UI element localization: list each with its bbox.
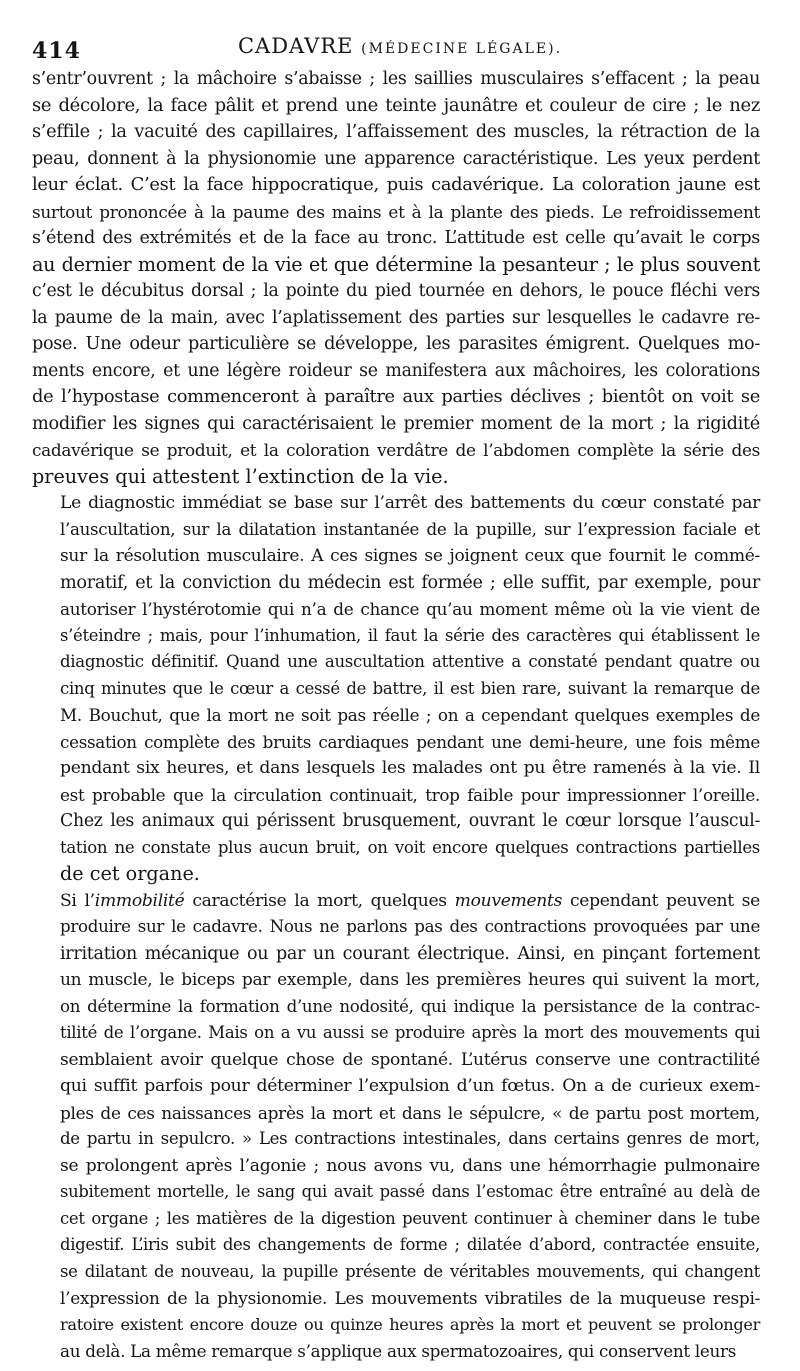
text-line: au dernier moment de la vie et que détermine la pesanteur ; le plus souvent <box>32 252 760 276</box>
text-line: preuves qui attestent l’extinction de la vie. <box>32 464 449 488</box>
running-head-title: CADAVRE <box>237 34 354 58</box>
text-line: tilité de l’organe. Mais on a vu aussi se produire après la mort des mouvements qui <box>60 1023 760 1042</box>
text-line: sur la résolution musculaire. A ces signes se joignent ceux que fournit le commé- <box>60 546 760 566</box>
text-line: digestif. L’iris subit des changements de forme ; dilatée d’abord, contractée ensuite, <box>60 1235 760 1254</box>
text-line: irritation mécanique ou par un courant électrique. Ainsi, en pinçant fortement <box>60 943 760 964</box>
text-line: se dilatant de nouveau, la pupille présente de véritables mouvements, qui changent <box>60 1261 760 1281</box>
text-line: cessation complète des bruits cardiaques pendant une demi-heure, une fois même <box>60 731 760 752</box>
text-line: de partu in sepulcro. » Les contractions intestinales, dans certains genres de mort, <box>60 1129 760 1148</box>
paragraph <box>32 888 760 1365</box>
text-line: qui suffit parfois pour déterminer l’expulsion d’un fœtus. On a de curieux exem- <box>60 1076 760 1096</box>
text-line: s’étend des extrémités et de la face au tronc. L’attitude est celle qu’avait le corps <box>32 228 760 248</box>
page-number: 414 <box>32 38 81 64</box>
text-line: Si l’immobilité caractérise la mort, quelques mouvements cependant peuvent se <box>60 890 760 911</box>
text-line: cinq minutes que le cœur a cessé de battre, il est bien rare, suivant la remarque de <box>60 678 760 698</box>
page-header <box>32 28 768 64</box>
running-head-subtitle: (MÉDECINE LÉGALE). <box>361 41 563 57</box>
body-text <box>32 66 760 1365</box>
text-line: on détermine la formation d’une nodosité, qui indique la persistance de la contrac- <box>60 996 760 1016</box>
text-line: diagnostic définitif. Quand une auscultation attentive a constaté pendant quatre ou <box>60 652 760 671</box>
paragraph <box>32 490 760 888</box>
text-line: tation ne constate plus aucun bruit, on voit encore quelques contractions partielles <box>60 837 760 857</box>
text-line: surtout prononcée à la paume des mains et à la plante des pieds. Le refroidissement <box>32 201 760 222</box>
text-line: cadavérique se produit, et la coloration verdâtre de l’abdomen complète la série des <box>32 440 760 460</box>
text-line: s’entr’ouvrent ; la mâchoire s’abaisse ; les saillies musculaires s’effacent ; la peau <box>32 69 760 89</box>
text-line: subitement mortelle, le sang qui avait passé dans l’estomac être entraîné au delà de <box>60 1182 760 1201</box>
running-head <box>32 34 768 58</box>
text-line: un muscle, le biceps par exemple, dans les premières heures qui suivent la mort, <box>60 970 760 990</box>
text-line: de cet organe. <box>60 862 200 885</box>
text-line: Le diagnostic immédiat se base sur l’arrêt des battements du cœur constaté par <box>60 493 760 513</box>
text-line: autoriser l’hystérotomie qui n’a de chance qu’au moment même où la vie vient de <box>60 599 760 619</box>
text-line: moratif, et la conviction du médecin est formée ; elle suffit, par exemple, pour <box>60 572 760 593</box>
text-line: modifier les signes qui caractérisaient le premier moment de la mort ; la rigidité <box>32 413 760 434</box>
text-line: ments encore, et une légère roideur se manifestera aux mâchoires, les colorations <box>32 360 760 381</box>
text-line: produire sur le cadavre. Nous ne parlons pas des contractions provoquées par une <box>60 917 760 936</box>
text-line: leur éclat. C’est la face hippocratique, puis cadavérique. La coloration jaune est <box>32 174 760 195</box>
text-line: Chez les animaux qui périssent brusquement, ouvrant le cœur lorsque l’auscul- <box>60 811 760 831</box>
text-line: l’auscultation, sur la dilatation instantanée de la pupille, sur l’expression faciale et <box>60 519 760 539</box>
text-line: ples de ces naissances après la mort et dans le sépulcre, « de partu post mortem, <box>60 1102 760 1123</box>
text-line: pose. Une odeur particulière se développe, les parasites émigrent. Quelques mo- <box>32 334 760 354</box>
text-line: s’éteindre ; mais, pour l’inhumation, il faut la série des caractères qui établissent le <box>60 625 760 645</box>
text-line: au delà. La même remarque s’applique aux spermatozoaires, qui conservent leurs <box>60 1341 737 1361</box>
text-line: l’expression de la physionomie. Les mouvements vibratiles de la muqueuse respi- <box>60 1288 760 1308</box>
text-line: s’effile ; la vacuité des capillaires, l’affaissement des muscles, la rétraction de la <box>32 122 760 142</box>
text-line: de l’hypostase commenceront à paraître aux parties déclives ; bientôt on voit se <box>32 386 760 407</box>
text-line: se décolore, la face pâlit et prend une teinte jaunâtre et couleur de cire ; le nez <box>32 94 760 116</box>
text-line: c’est le décubitus dorsal ; la pointe du pied tournée en dehors, le pouce fléchi vers <box>32 281 760 301</box>
paragraph <box>32 66 760 490</box>
text-line: semblaient avoir quelque chose de spontané. L’utérus conserve une contractilité <box>60 1049 760 1070</box>
text-line: ratoire existent encore douze ou quinze heures après la mort et peuvent se prolonger <box>60 1314 760 1334</box>
text-line: est probable que la circulation continuait, trop faible pour impressionner l’oreille. <box>60 784 760 805</box>
text-line: se prolongent après l’agonie ; nous avons vu, dans une hémorrhagie pulmonaire <box>60 1155 760 1176</box>
text-line: M. Bouchut, que la mort ne soit pas réelle ; on a cependant quelques exemples de <box>60 705 760 725</box>
text-line: peau, donnent à la physionomie une apparence caractéristique. Les yeux perdent <box>32 148 760 169</box>
text-line: cet organe ; les matières de la digestion peuvent continuer à cheminer dans le tube <box>60 1208 760 1228</box>
text-line: pendant six heures, et dans lesquels les malades ont pu être ramenés à la vie. Il <box>60 758 760 778</box>
text-line: la paume de la main, avec l’aplatissement des parties sur lesquelles le cadavre re- <box>32 307 760 328</box>
